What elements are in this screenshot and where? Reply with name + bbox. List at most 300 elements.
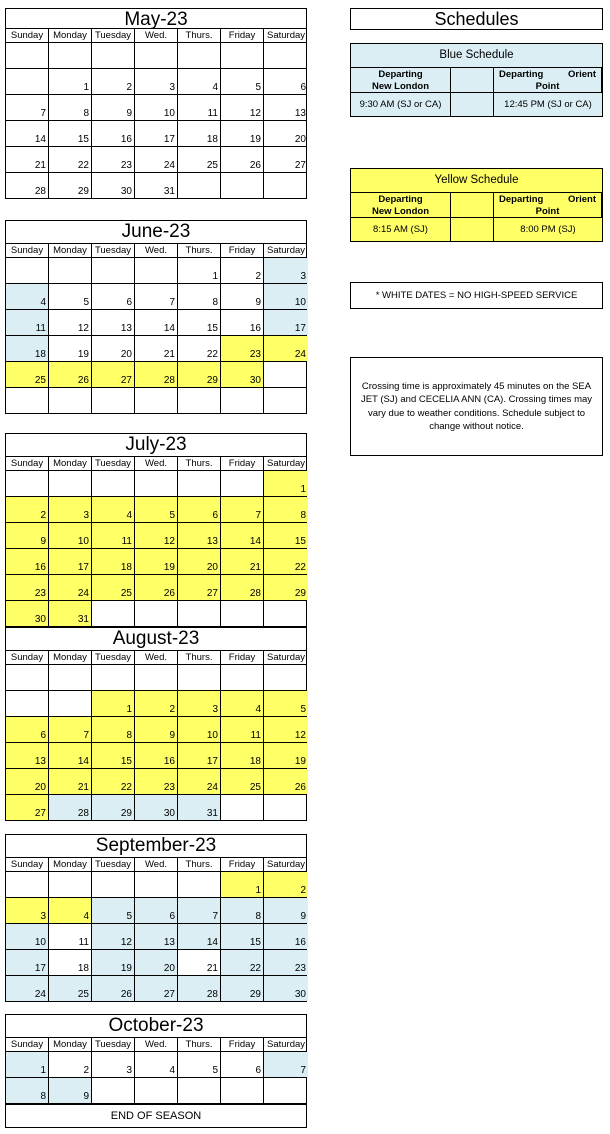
weekday-label: Sunday bbox=[6, 858, 49, 871]
day-cell bbox=[264, 665, 308, 690]
day-cell: 25 bbox=[221, 769, 264, 794]
day-cell: 1 bbox=[6, 1052, 49, 1077]
day-cell: 13 bbox=[6, 743, 49, 768]
weekday-label: Saturday bbox=[266, 458, 306, 469]
day-cell: 25 bbox=[92, 575, 135, 600]
day-cell: 12 bbox=[92, 924, 135, 949]
day-cell: 24 bbox=[49, 575, 92, 600]
weekday-label: Friday bbox=[221, 1038, 264, 1051]
weekday-label: Tuesday bbox=[92, 858, 135, 871]
day-cell bbox=[135, 872, 178, 897]
day-cell: 21 bbox=[49, 769, 92, 794]
day-cell: 28 bbox=[6, 173, 49, 198]
day-cell: 6 bbox=[178, 497, 221, 522]
weekday-label: Friday bbox=[221, 244, 264, 257]
day-cell: 25 bbox=[178, 147, 221, 172]
day-cell: 24 bbox=[135, 147, 178, 172]
day-cell: 31 bbox=[135, 173, 178, 198]
yellow-time-new-london: 8:15 AM (SJ) bbox=[351, 218, 451, 241]
day-cell: 7 bbox=[264, 1052, 308, 1077]
week-row bbox=[6, 1078, 306, 1104]
weekday-label: Saturday bbox=[266, 245, 306, 256]
day-cell: 29 bbox=[49, 173, 92, 198]
day-cell: 15 bbox=[92, 743, 135, 768]
day-cell: 19 bbox=[92, 950, 135, 975]
weekday-label: Monday bbox=[49, 244, 92, 257]
day-cell: 3 bbox=[178, 691, 221, 716]
day-cell: 2 bbox=[221, 258, 264, 283]
day-cell: 9 bbox=[135, 717, 178, 742]
schedules-title: Schedules bbox=[350, 8, 603, 30]
week-row bbox=[6, 147, 306, 173]
day-cell: 7 bbox=[6, 95, 49, 120]
day-cell: 1 bbox=[49, 69, 92, 94]
day-cell bbox=[221, 471, 264, 496]
day-cell: 25 bbox=[49, 976, 92, 1001]
day-cell: 26 bbox=[264, 769, 308, 794]
day-cell: 16 bbox=[135, 743, 178, 768]
weekday-label: Thurs. bbox=[178, 651, 221, 664]
day-cell: 31 bbox=[49, 601, 92, 626]
week-row bbox=[6, 743, 306, 769]
week-row bbox=[6, 950, 306, 976]
day-cell: 20 bbox=[135, 950, 178, 975]
weekday-label: Tuesday bbox=[92, 457, 135, 470]
week-row bbox=[6, 549, 306, 575]
day-cell: 29 bbox=[264, 575, 308, 600]
weekday-label: Tuesday bbox=[92, 1038, 135, 1051]
day-cell bbox=[6, 471, 49, 496]
day-cell bbox=[221, 173, 264, 198]
day-cell bbox=[221, 388, 264, 413]
day-cell: 20 bbox=[178, 549, 221, 574]
day-cell: 15 bbox=[221, 924, 264, 949]
day-cell: 16 bbox=[6, 549, 49, 574]
day-cell bbox=[49, 43, 92, 68]
week-row bbox=[6, 924, 306, 950]
day-cell bbox=[178, 471, 221, 496]
day-cell bbox=[135, 1078, 178, 1103]
day-cell: 19 bbox=[264, 743, 308, 768]
day-cell: 18 bbox=[92, 549, 135, 574]
day-cell: 14 bbox=[6, 121, 49, 146]
day-cell bbox=[49, 471, 92, 496]
day-cell: 13 bbox=[135, 924, 178, 949]
weekday-label: Sunday bbox=[6, 244, 49, 257]
day-cell: 8 bbox=[178, 284, 221, 309]
day-cell bbox=[6, 69, 49, 94]
blue-time-new-london: 9:30 AM (SJ or CA) bbox=[351, 93, 451, 116]
week-row bbox=[6, 717, 306, 743]
day-cell: 27 bbox=[92, 362, 135, 387]
day-cell bbox=[92, 872, 135, 897]
crossing-time-note bbox=[350, 357, 603, 456]
day-cell: 22 bbox=[178, 336, 221, 361]
day-cell: 3 bbox=[49, 497, 92, 522]
day-cell bbox=[6, 43, 49, 68]
day-cell: 28 bbox=[49, 795, 92, 820]
day-cell bbox=[264, 388, 308, 413]
day-cell: 16 bbox=[264, 924, 308, 949]
day-cell: 9 bbox=[49, 1078, 92, 1103]
day-cell: 19 bbox=[221, 121, 264, 146]
day-cell bbox=[49, 872, 92, 897]
day-cell: 24 bbox=[6, 976, 49, 1001]
calendar-may bbox=[5, 8, 307, 199]
day-cell: 17 bbox=[264, 310, 308, 335]
day-cell: 30 bbox=[6, 601, 49, 626]
blue-time-spacer bbox=[451, 93, 494, 116]
calendar-june bbox=[5, 220, 307, 414]
day-cell: 9 bbox=[6, 523, 49, 548]
day-cell: 24 bbox=[178, 769, 221, 794]
day-cell bbox=[221, 795, 264, 820]
weekday-header-row bbox=[6, 244, 306, 258]
week-row bbox=[6, 898, 306, 924]
day-cell bbox=[178, 388, 221, 413]
month-title-august: August-23 bbox=[6, 627, 306, 651]
day-cell: 17 bbox=[6, 950, 49, 975]
day-cell: 23 bbox=[6, 575, 49, 600]
week-row bbox=[6, 95, 306, 121]
day-cell: 27 bbox=[294, 160, 306, 171]
day-cell bbox=[92, 388, 135, 413]
day-cell: 6 bbox=[300, 82, 306, 93]
day-cell: 26 bbox=[49, 362, 92, 387]
week-row bbox=[6, 976, 306, 1001]
weekday-label: Monday bbox=[49, 29, 92, 42]
day-cell bbox=[6, 665, 49, 690]
yellow-col-departing-orient-point bbox=[494, 193, 602, 218]
day-cell bbox=[135, 258, 178, 283]
week-row bbox=[6, 69, 306, 95]
day-cell: 25 bbox=[6, 362, 49, 387]
day-cell: 6 bbox=[221, 1052, 264, 1077]
day-cell: 12 bbox=[264, 717, 308, 742]
day-cell bbox=[178, 1078, 221, 1103]
day-cell bbox=[221, 43, 264, 68]
weekday-label: Thurs. bbox=[178, 29, 221, 42]
day-cell bbox=[135, 601, 178, 626]
day-cell bbox=[264, 795, 308, 820]
weekday-label: Monday bbox=[49, 858, 92, 871]
week-row bbox=[6, 523, 306, 549]
day-cell: 8 bbox=[49, 95, 92, 120]
day-cell: 17 bbox=[49, 549, 92, 574]
day-cell: 31 bbox=[178, 795, 221, 820]
blue-schedule-table bbox=[350, 43, 603, 117]
day-cell: 5 bbox=[264, 691, 308, 716]
day-cell bbox=[178, 601, 221, 626]
day-cell: 5 bbox=[178, 1052, 221, 1077]
day-cell: 10 bbox=[264, 284, 308, 309]
day-cell bbox=[264, 1078, 308, 1103]
week-row bbox=[6, 601, 306, 627]
blue-col-departing-orient-point bbox=[494, 68, 602, 93]
day-cell bbox=[135, 388, 178, 413]
day-cell: 22 bbox=[92, 769, 135, 794]
day-cell: 14 bbox=[221, 523, 264, 548]
header-text: Orient bbox=[568, 194, 596, 205]
day-cell: 15 bbox=[264, 523, 308, 548]
day-cell: 11 bbox=[178, 95, 221, 120]
day-cell: 12 bbox=[49, 310, 92, 335]
weekday-label: Tuesday bbox=[92, 29, 135, 42]
weekday-label: Friday bbox=[221, 29, 264, 42]
day-cell bbox=[178, 173, 221, 198]
header-text: Point bbox=[535, 206, 560, 217]
header-text: Point bbox=[535, 81, 560, 92]
weekday-label: Wed. bbox=[135, 244, 178, 257]
day-cell: 29 bbox=[221, 976, 264, 1001]
day-cell: 22 bbox=[264, 549, 308, 574]
blue-schedule-heading: Blue Schedule bbox=[351, 44, 602, 68]
calendar-july-august bbox=[5, 433, 307, 821]
day-cell: 21 bbox=[221, 549, 264, 574]
day-cell bbox=[221, 665, 264, 690]
weekday-label: Thurs. bbox=[178, 858, 221, 871]
day-cell bbox=[264, 173, 308, 198]
day-cell: 26 bbox=[92, 976, 135, 1001]
day-cell: 11 bbox=[49, 924, 92, 949]
day-cell: 1 bbox=[264, 471, 308, 496]
header-text: Departing bbox=[499, 69, 544, 80]
day-cell: 8 bbox=[264, 497, 308, 522]
day-cell bbox=[92, 665, 135, 690]
weekday-label: Tuesday bbox=[92, 244, 135, 257]
day-cell: 21 bbox=[135, 336, 178, 361]
day-cell: 10 bbox=[178, 717, 221, 742]
day-cell: 23 bbox=[264, 950, 308, 975]
weekday-label: Wed. bbox=[135, 1038, 178, 1051]
week-row bbox=[6, 691, 306, 717]
day-cell: 19 bbox=[135, 549, 178, 574]
week-row bbox=[6, 1052, 306, 1078]
day-cell bbox=[221, 1078, 264, 1103]
day-cell: 14 bbox=[49, 743, 92, 768]
day-cell: 5 bbox=[221, 69, 264, 94]
weekday-label: Wed. bbox=[135, 457, 178, 470]
week-row bbox=[6, 388, 306, 413]
day-cell: 21 bbox=[6, 147, 49, 172]
weekday-label: Monday bbox=[49, 1038, 92, 1051]
weekday-header-row bbox=[6, 651, 306, 665]
yellow-schedule-heading: Yellow Schedule bbox=[351, 169, 602, 193]
week-row bbox=[6, 575, 306, 601]
day-cell: 21 bbox=[178, 950, 221, 975]
day-cell: 11 bbox=[6, 310, 49, 335]
weekday-label: Friday bbox=[221, 651, 264, 664]
day-cell bbox=[6, 258, 49, 283]
day-cell bbox=[264, 601, 308, 626]
day-cell: 16 bbox=[92, 121, 135, 146]
weekday-header-row bbox=[6, 457, 306, 471]
weekday-label: Sunday bbox=[6, 29, 49, 42]
weekday-label: Monday bbox=[49, 651, 92, 664]
yellow-time-orient-point: 8:00 PM (SJ) bbox=[520, 224, 576, 235]
day-cell: 23 bbox=[92, 147, 135, 172]
day-cell bbox=[92, 258, 135, 283]
day-cell: 17 bbox=[178, 743, 221, 768]
day-cell: 3 bbox=[6, 898, 49, 923]
day-cell: 4 bbox=[221, 691, 264, 716]
day-cell: 23 bbox=[135, 769, 178, 794]
day-cell: 2 bbox=[6, 497, 49, 522]
day-cell: 14 bbox=[178, 924, 221, 949]
crossing-note-text: Crossing time is approximately 45 minutes on the SEA JET (SJ) and CECELIA ANN (CA). Crossing times may vary due to weather conditions. Schedule subject to change without notice. bbox=[360, 380, 593, 432]
weekday-header-row bbox=[6, 858, 306, 872]
day-cell bbox=[49, 691, 92, 716]
day-cell bbox=[178, 872, 221, 897]
yellow-col-spacer bbox=[451, 193, 494, 218]
day-cell: 14 bbox=[135, 310, 178, 335]
header-text: Departing bbox=[378, 194, 423, 205]
day-cell: 4 bbox=[135, 1052, 178, 1077]
week-row bbox=[6, 795, 306, 820]
day-cell: 10 bbox=[49, 523, 92, 548]
day-cell: 2 bbox=[135, 691, 178, 716]
day-cell bbox=[6, 872, 49, 897]
day-cell: 18 bbox=[6, 336, 49, 361]
day-cell: 7 bbox=[221, 497, 264, 522]
day-cell: 7 bbox=[135, 284, 178, 309]
week-row bbox=[6, 362, 306, 388]
day-cell: 2 bbox=[264, 872, 308, 897]
day-cell: 16 bbox=[221, 310, 264, 335]
day-cell: 22 bbox=[49, 147, 92, 172]
day-cell: 13 bbox=[92, 310, 135, 335]
weekday-label: Sunday bbox=[6, 651, 49, 664]
day-cell: 12 bbox=[221, 95, 264, 120]
yellow-col-departing-new-london bbox=[351, 193, 451, 218]
day-cell: 9 bbox=[221, 284, 264, 309]
day-cell: 7 bbox=[178, 898, 221, 923]
day-cell: 30 bbox=[135, 795, 178, 820]
day-cell bbox=[92, 471, 135, 496]
day-cell: 27 bbox=[6, 795, 49, 820]
day-cell: 8 bbox=[92, 717, 135, 742]
day-cell: 29 bbox=[178, 362, 221, 387]
weekday-label: Thurs. bbox=[178, 457, 221, 470]
day-cell bbox=[92, 43, 135, 68]
month-title-september: September-23 bbox=[6, 835, 306, 858]
day-cell: 26 bbox=[135, 575, 178, 600]
day-cell: 3 bbox=[135, 69, 178, 94]
day-cell: 30 bbox=[221, 362, 264, 387]
day-cell: 20 bbox=[6, 769, 49, 794]
day-cell: 28 bbox=[178, 976, 221, 1001]
day-cell bbox=[135, 665, 178, 690]
day-cell: 6 bbox=[135, 898, 178, 923]
day-cell bbox=[49, 258, 92, 283]
day-cell: 4 bbox=[92, 497, 135, 522]
day-cell bbox=[92, 1078, 135, 1103]
week-row bbox=[6, 471, 306, 497]
day-cell bbox=[49, 665, 92, 690]
header-text: Departing bbox=[499, 194, 544, 205]
day-cell: 10 bbox=[135, 95, 178, 120]
week-row bbox=[6, 173, 306, 198]
weekday-label: Friday bbox=[221, 858, 264, 871]
weekday-label: Thurs. bbox=[178, 1038, 221, 1051]
week-row bbox=[6, 872, 306, 898]
day-cell: 20 bbox=[92, 336, 135, 361]
day-cell: 8 bbox=[221, 898, 264, 923]
week-row bbox=[6, 310, 306, 336]
day-cell: 3 bbox=[92, 1052, 135, 1077]
day-cell: 1 bbox=[92, 691, 135, 716]
header-text: Orient bbox=[568, 69, 596, 80]
weekday-header-row bbox=[6, 1038, 306, 1052]
calendar-october bbox=[5, 1014, 307, 1128]
weekday-label: Wed. bbox=[135, 29, 178, 42]
day-cell: 13 bbox=[178, 523, 221, 548]
day-cell bbox=[264, 362, 308, 387]
day-cell bbox=[92, 601, 135, 626]
blue-time-orient-point: 12:45 PM (SJ or CA) bbox=[504, 99, 592, 110]
month-title-july: July-23 bbox=[6, 434, 306, 457]
day-cell: 18 bbox=[221, 743, 264, 768]
month-title-june: June-23 bbox=[6, 221, 306, 244]
day-cell: 11 bbox=[92, 523, 135, 548]
day-cell bbox=[135, 471, 178, 496]
week-row bbox=[6, 121, 306, 147]
day-cell: 5 bbox=[92, 898, 135, 923]
header-text: Departing bbox=[378, 69, 423, 80]
day-cell: 28 bbox=[135, 362, 178, 387]
day-cell: 1 bbox=[221, 872, 264, 897]
week-row bbox=[6, 336, 306, 362]
white-dates-note: * WHITE DATES = NO HIGH-SPEED SERVICE bbox=[350, 282, 603, 309]
day-cell: 13 bbox=[294, 108, 306, 119]
header-text: New London bbox=[372, 81, 429, 92]
day-cell: 4 bbox=[49, 898, 92, 923]
weekday-label: Saturday bbox=[266, 652, 306, 663]
day-cell bbox=[178, 43, 221, 68]
day-cell: 27 bbox=[178, 575, 221, 600]
week-row bbox=[6, 769, 306, 795]
week-row bbox=[6, 258, 306, 284]
weekday-label: Tuesday bbox=[92, 651, 135, 664]
day-cell: 12 bbox=[135, 523, 178, 548]
weekday-label: Saturday bbox=[266, 1039, 306, 1050]
weekday-label: Saturday bbox=[266, 30, 306, 41]
day-cell: 15 bbox=[178, 310, 221, 335]
day-cell: 26 bbox=[221, 147, 264, 172]
day-cell: 10 bbox=[6, 924, 49, 949]
weekday-label: Monday bbox=[49, 457, 92, 470]
day-cell: 30 bbox=[264, 976, 308, 1001]
day-cell bbox=[6, 388, 49, 413]
day-cell: 5 bbox=[49, 284, 92, 309]
day-cell: 17 bbox=[135, 121, 178, 146]
week-row bbox=[6, 284, 306, 310]
day-cell: 23 bbox=[221, 336, 264, 361]
day-cell: 24 bbox=[264, 336, 308, 361]
day-cell: 1 bbox=[178, 258, 221, 283]
weekday-header-row bbox=[6, 29, 306, 43]
day-cell: 2 bbox=[49, 1052, 92, 1077]
day-cell: 29 bbox=[92, 795, 135, 820]
day-cell: 8 bbox=[6, 1078, 49, 1103]
day-cell: 30 bbox=[92, 173, 135, 198]
day-cell: 20 bbox=[294, 134, 306, 145]
week-row bbox=[6, 497, 306, 523]
day-cell: 18 bbox=[178, 121, 221, 146]
weekday-label: Friday bbox=[221, 457, 264, 470]
day-cell: 9 bbox=[264, 898, 308, 923]
weekday-label: Thurs. bbox=[178, 244, 221, 257]
